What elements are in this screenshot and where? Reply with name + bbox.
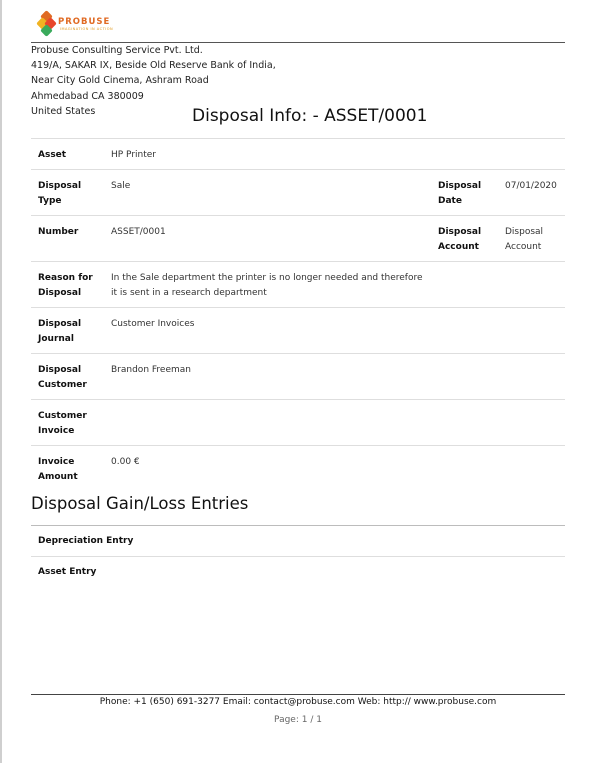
address-line: Ahmedabad CA 380009: [31, 90, 144, 102]
table-row: [31, 170, 565, 216]
journal-label: Disposal Journal: [31, 308, 104, 354]
customer-invoice-label: Customer Invoice: [31, 400, 104, 446]
address-line: 419/A, SAKAR IX, Beside Old Reserve Bank of India,: [31, 60, 276, 72]
number-label: Number: [31, 216, 104, 262]
customer-value: Brandon Freeman: [104, 354, 565, 400]
number-value: ASSET/0001: [104, 216, 431, 262]
logo-tagline: IMAGINATION IN ACTION: [60, 26, 114, 31]
table-row: [31, 262, 565, 308]
address-line: Near City Gold Cinema, Ashram Road: [31, 75, 209, 87]
disposal-date-value: 07/01/2020: [498, 170, 565, 216]
table-row: [31, 557, 565, 588]
asset-entry-label: Asset Entry: [31, 557, 565, 588]
invoice-amount-value: 0.00 €: [104, 446, 565, 492]
footer-divider: [31, 694, 565, 695]
table-row: [31, 400, 565, 446]
page-edge: [0, 0, 2, 763]
logo-name: PROBUSE: [58, 16, 111, 27]
invoice-amount-label: Invoice Amount: [31, 446, 104, 492]
footer-contact: Phone: +1 (650) 691-3277 Email: contact@probuse.com Web: http:// www.probuse.com: [99, 697, 497, 707]
journal-value: Customer Invoices: [104, 308, 565, 354]
table-row: [31, 139, 565, 170]
table-row: [31, 216, 565, 262]
depreciation-entry-label: Depreciation Entry: [31, 526, 565, 557]
page-number: Page: 1 / 1: [274, 715, 322, 725]
page-title: Disposal Info: - ASSET/0001: [192, 106, 428, 126]
asset-value: HP Printer: [104, 139, 565, 170]
table-row: [31, 446, 565, 492]
disposal-date-label: Disposal Date: [431, 170, 498, 216]
customer-invoice-value: [104, 400, 565, 446]
reason-text: In the Sale department the printer is no longer needed and therefore it is sent in a research department: [111, 273, 423, 298]
disposal-type-label: Disposal Type: [31, 170, 104, 216]
gain-loss-entries-table: [31, 525, 565, 587]
reason-value: [104, 262, 565, 308]
disposal-account-label: Disposal Account: [431, 216, 498, 262]
company-name: Probuse Consulting Service Pvt. Ltd.: [31, 45, 203, 56]
table-row: [31, 308, 565, 354]
table-row: [31, 354, 565, 400]
disposal-type-value: Sale: [104, 170, 431, 216]
section-title: Disposal Gain/Loss Entries: [31, 494, 249, 513]
company-logo: [38, 12, 113, 36]
reason-label: Reason for Disposal: [31, 262, 104, 308]
table-row: [31, 526, 565, 557]
customer-label: Disposal Customer: [31, 354, 104, 400]
disposal-info-table: [31, 138, 565, 491]
disposal-account-value: Disposal Account: [498, 216, 565, 262]
address-country: United States: [31, 105, 96, 117]
asset-label: Asset: [31, 139, 104, 170]
logo-hexagons-icon: [38, 12, 56, 36]
